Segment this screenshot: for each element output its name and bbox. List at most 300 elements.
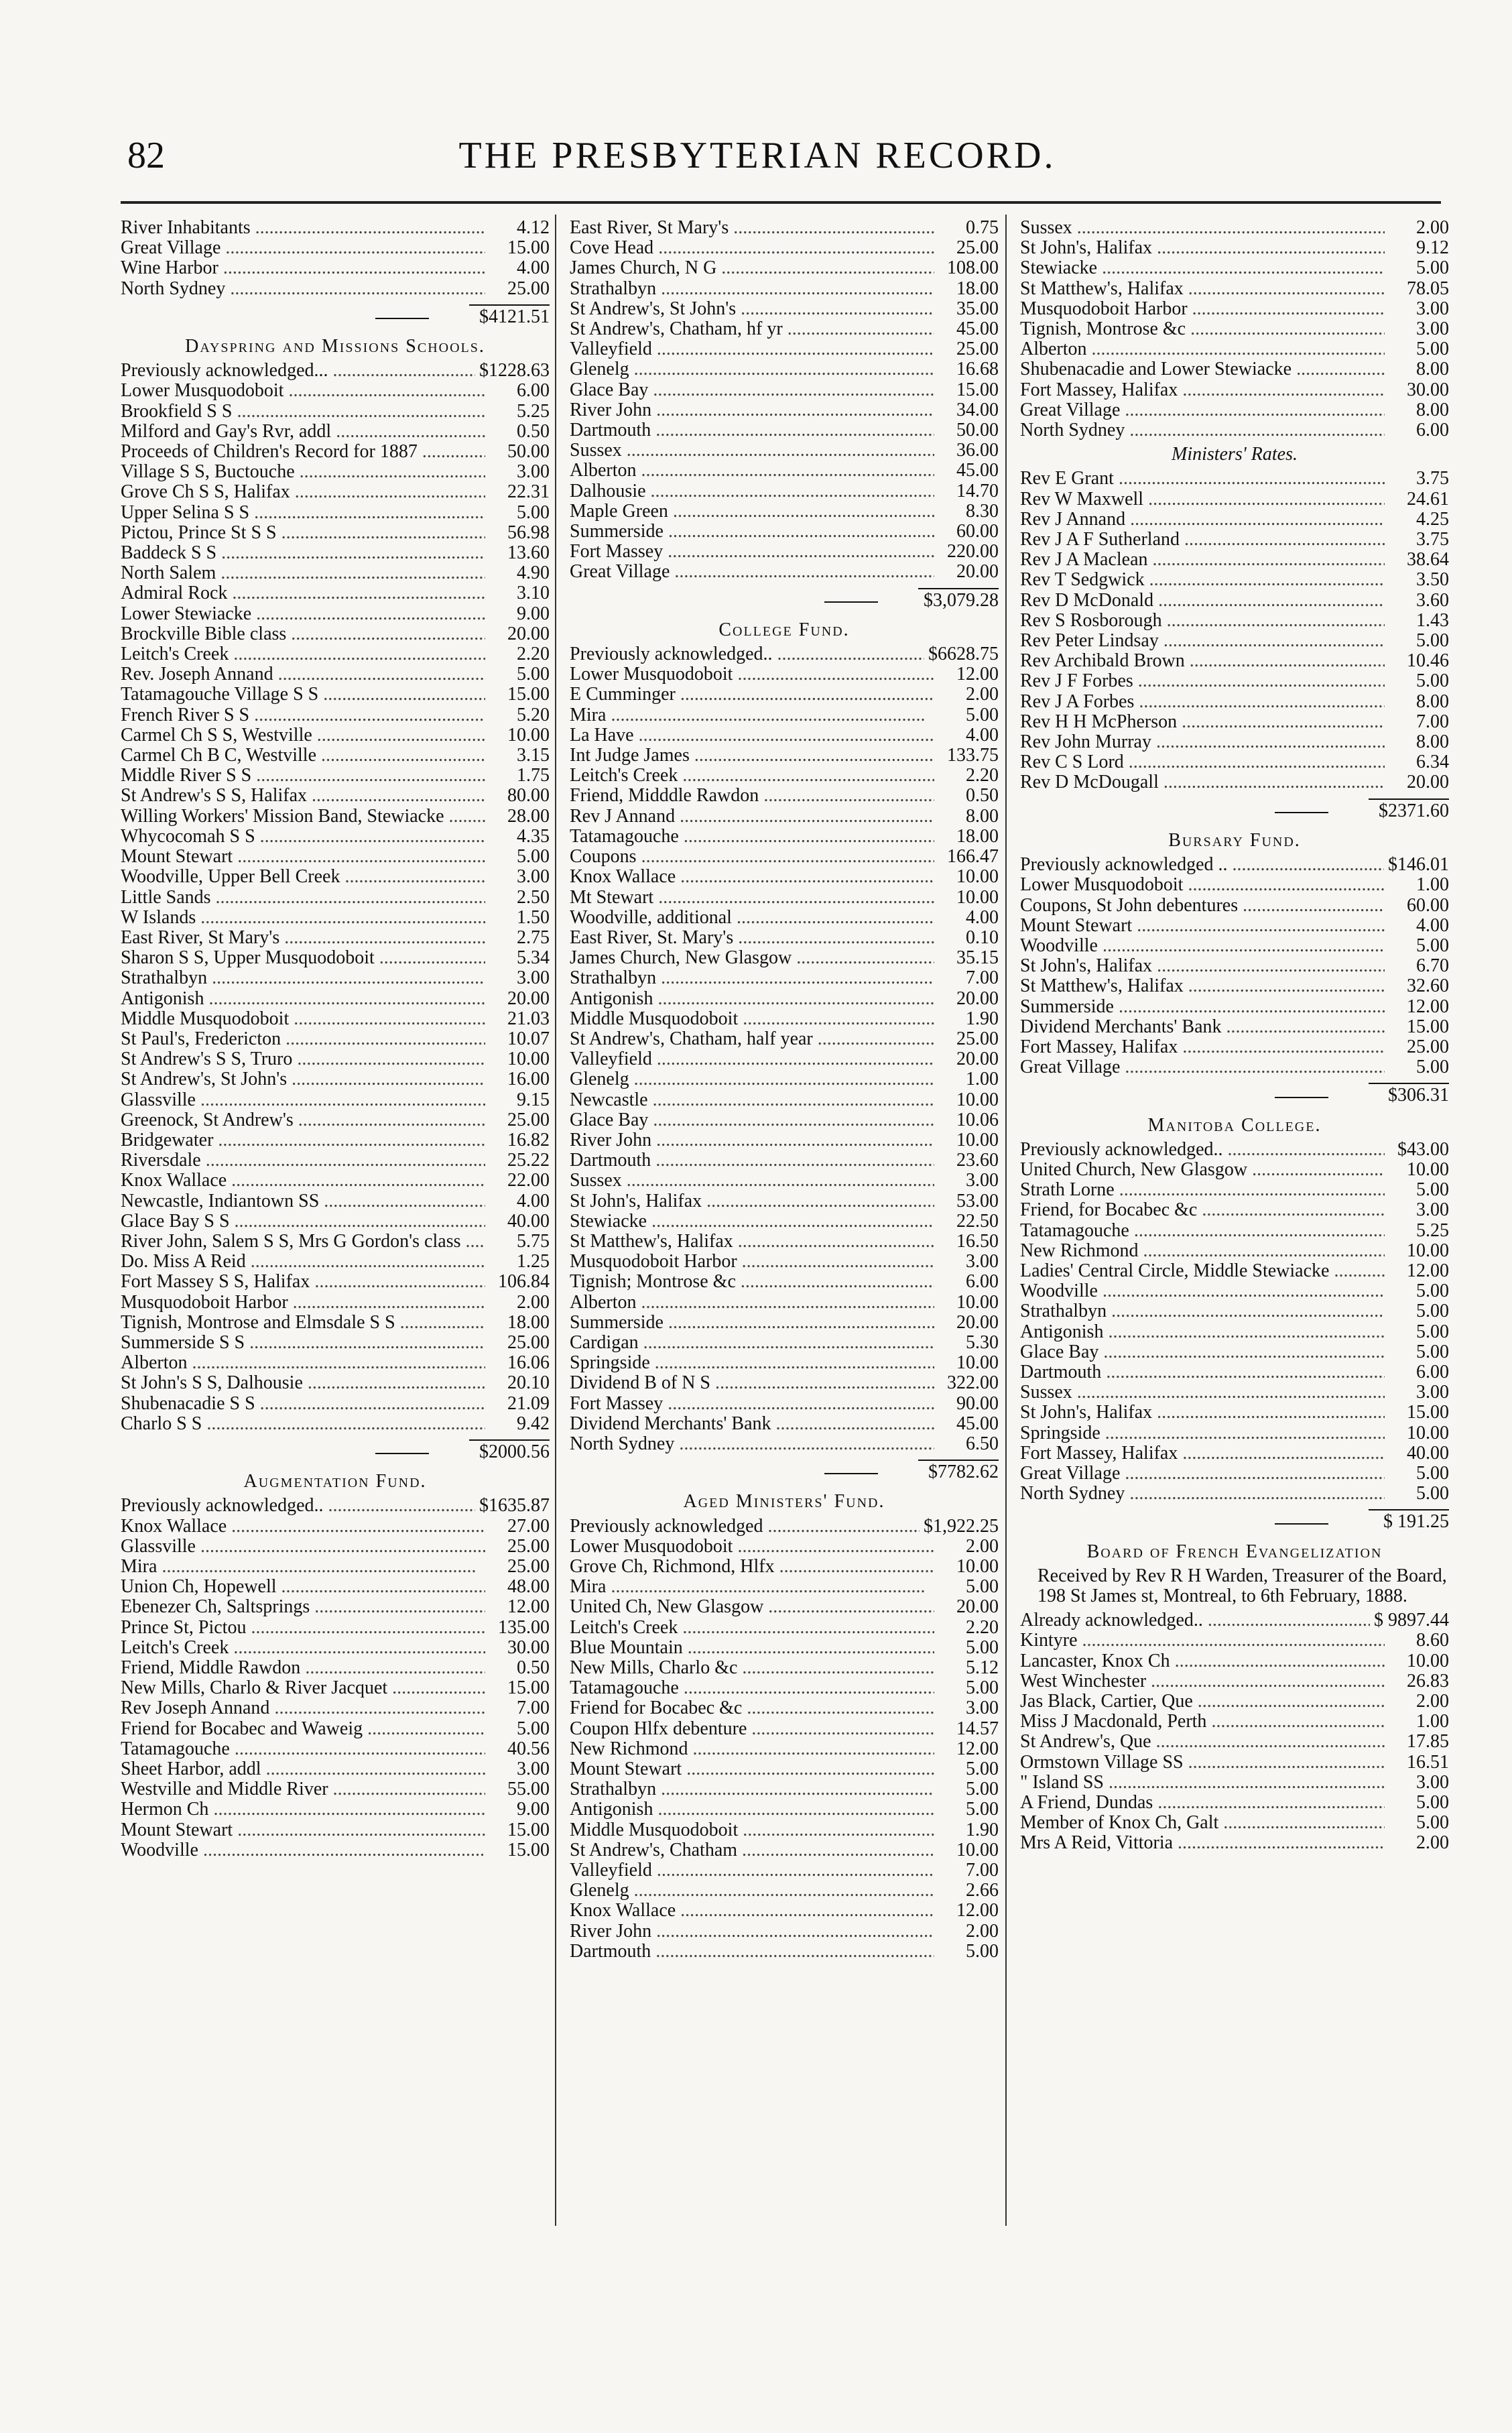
entry-amount: 28.00: [507, 805, 550, 827]
section-note: Received by Rev R H Warden, Treasurer of the Board, 198 St James st, Montreal, to 6th February, 1888.: [1037, 1565, 1447, 1606]
ledger-row: [570, 339, 999, 359]
entry-name: Leitch's Creek .....: [121, 1638, 485, 1658]
ledger-row: [570, 501, 999, 522]
entry-name: Lower Stewiacke .....: [121, 604, 485, 624]
entry-name: Great Village .....: [570, 562, 934, 582]
entry-name: North Sydney .....: [570, 1434, 934, 1454]
entry-amount: 50.00: [956, 420, 999, 441]
entry-name: A Friend, Dundas .....: [1020, 1793, 1385, 1813]
entry-name: Antigonish .....: [1020, 1322, 1385, 1342]
entry-name: Summerside S S .....: [121, 1333, 485, 1353]
entry-amount: 3.50: [1416, 569, 1449, 591]
entry-amount: 1.90: [966, 1008, 999, 1029]
entry-name: St Paul's, Fredericton .....: [121, 1029, 485, 1049]
entry-name: Lower Musquodoboit .....: [570, 1537, 934, 1557]
entry-amount: 20.00: [507, 623, 550, 644]
entry-amount: 15.00: [507, 1839, 550, 1860]
entry-amount: 15.00: [1407, 1016, 1449, 1037]
entry-name: Cove Head .....: [570, 238, 934, 258]
entry-amount: 3.75: [1416, 529, 1449, 550]
ledger-row: [1020, 651, 1449, 671]
ledger-row: [121, 238, 550, 258]
entry-name: Tignish; Montrose &c .....: [570, 1272, 934, 1292]
section-heading: Ministers' Rates.: [1172, 444, 1298, 465]
entry-name: Rev E Grant .....: [1020, 469, 1385, 489]
ledger-row: [121, 1678, 550, 1698]
entry-name: Fort Massey, Halifax .....: [1020, 1443, 1385, 1464]
ledger-row: [1020, 319, 1449, 339]
ledger-row: [1020, 1484, 1449, 1504]
entry-name: St Matthew's, Halifax .....: [1020, 279, 1385, 299]
entry-amount: 5.00: [966, 1799, 999, 1820]
entry-name: Musquodoboit Harbor .....: [570, 1252, 934, 1272]
entry-name: Coupon Hlfx debenture .....: [570, 1719, 934, 1739]
ledger-row: [121, 1496, 550, 1516]
ledger-row: [570, 827, 999, 847]
entry-name: Jas Black, Cartier, Que .....: [1020, 1692, 1385, 1712]
entry-amount: 10.06: [956, 1109, 999, 1130]
entry-name: St Andrew's, Que .....: [1020, 1732, 1385, 1752]
entry-amount: 7.00: [966, 967, 999, 989]
ledger-row: [1020, 1281, 1449, 1301]
ledger-row: [121, 827, 550, 847]
ledger-row: [121, 402, 550, 422]
ledger-row: [1020, 875, 1449, 895]
entry-amount: 25.00: [1407, 1036, 1449, 1057]
ledger-row: [121, 1252, 550, 1272]
ledger-row: [570, 1577, 999, 1597]
ledger-row: [1020, 1423, 1449, 1443]
entry-name: Blue Mountain .....: [570, 1638, 934, 1658]
entry-amount: 15.00: [956, 379, 999, 400]
ledger-row: [570, 522, 999, 542]
entry-amount: 10.00: [956, 1839, 999, 1860]
entry-amount: 10.00: [956, 1352, 999, 1374]
entry-name: Friend, Middle Rawdon .....: [121, 1658, 485, 1678]
ledger-row: [121, 1069, 550, 1089]
entry-name: Knox Wallace .....: [121, 1171, 485, 1191]
entry-name: Glace Bay .....: [1020, 1342, 1385, 1362]
ledger-row: [121, 462, 550, 482]
ledger-row: [570, 1759, 999, 1779]
ledger-row: [1020, 359, 1449, 379]
entry-name: W Islands .....: [121, 908, 485, 928]
ledger-row: [121, 1293, 550, 1313]
entry-name: Carmel Ch S S, Westville .....: [121, 725, 485, 746]
entry-name: Leitch's Creek .....: [570, 1618, 934, 1638]
page-number: 82: [127, 135, 165, 176]
entry-amount: 16.51: [1407, 1751, 1449, 1773]
entry-name: Rev. Joseph Annand .....: [121, 664, 485, 685]
entry-name: St John's, Halifax .....: [570, 1191, 934, 1211]
entry-name: Strath Lorne .....: [1020, 1180, 1385, 1200]
ledger-row: [570, 420, 999, 440]
entry-name: Sussex .....: [1020, 1382, 1385, 1403]
column-divider: [555, 215, 556, 2226]
ledger-row: [1020, 752, 1449, 772]
entry-name: Lower Musquodoboit .....: [121, 381, 485, 401]
entry-name: Valleyfield .....: [570, 339, 934, 359]
entry-amount: 5.00: [1416, 1057, 1449, 1078]
section-heading: Bursary Fund.: [1168, 829, 1301, 851]
ledger-row: [1020, 1813, 1449, 1833]
entry-name: Kintyre .....: [1020, 1630, 1385, 1651]
section-heading: Dayspring and Missions Schools.: [185, 336, 485, 357]
entry-name: Dartmouth .....: [570, 420, 934, 440]
entry-amount: 90.00: [956, 1392, 999, 1414]
ledger-row: [1020, 976, 1449, 996]
ledger-row: [570, 218, 999, 238]
entry-name: Greenock, St Andrew's .....: [121, 1110, 485, 1130]
entry-name: Great Village .....: [121, 238, 485, 258]
ledger-row: [1020, 400, 1449, 420]
entry-amount: 22.50: [956, 1210, 999, 1232]
ledger-row: [570, 1373, 999, 1393]
entry-name: Tatamagouche .....: [570, 1678, 934, 1698]
ledger-row: [570, 1820, 999, 1840]
entry-name: Middle Musquodoboit .....: [570, 1820, 934, 1840]
entry-amount: 2.00: [517, 1291, 550, 1313]
ledger-row: [121, 1537, 550, 1557]
ledger-row: [1020, 420, 1449, 440]
ledger-row: [1020, 469, 1449, 489]
entry-amount: 80.00: [507, 785, 550, 807]
entry-amount: 5.00: [517, 846, 550, 868]
entry-amount: 3.00: [966, 1251, 999, 1272]
ledger-row: [121, 1130, 550, 1150]
entry-amount: 12.00: [1407, 1260, 1449, 1281]
entry-amount: 5.00: [966, 1637, 999, 1658]
entry-amount: 10.00: [507, 724, 550, 746]
entry-name: Antigonish .....: [570, 989, 934, 1009]
entry-name: Alberton .....: [1020, 339, 1385, 359]
ledger-row: [121, 1658, 550, 1678]
ledger-row: [121, 1333, 550, 1353]
entry-name: Tatamagouche Village S S .....: [121, 685, 485, 705]
entry-name: Hermon Ch .....: [121, 1799, 485, 1820]
ledger-row: [570, 1150, 999, 1171]
entry-amount: 4.25: [1416, 508, 1449, 530]
ledger-row: [121, 1414, 550, 1434]
ledger-row: [121, 644, 550, 664]
entry-amount: 2.00: [1416, 1691, 1449, 1712]
entry-name: Fort Massey, Halifax .....: [1020, 380, 1385, 400]
entry-amount: 133.75: [947, 745, 999, 766]
ledger-row: [570, 1130, 999, 1150]
entry-amount: 60.00: [956, 521, 999, 542]
ledger-row: [570, 1110, 999, 1130]
entry-amount: 15.00: [507, 1819, 550, 1840]
entry-amount: $1,922.25: [924, 1515, 999, 1537]
entry-amount: 8.30: [966, 500, 999, 522]
entry-name: Springside .....: [1020, 1423, 1385, 1443]
entry-amount: 5.00: [1416, 1462, 1449, 1484]
entry-amount: 4.12: [517, 217, 550, 238]
entry-name: Middle River S S .....: [121, 766, 485, 786]
entry-name: Shubenacadie S S .....: [121, 1394, 485, 1414]
entry-amount: 45.00: [956, 1413, 999, 1434]
column-divider: [1005, 215, 1007, 2226]
entry-amount: 6.00: [1416, 1361, 1449, 1382]
ledger-row: [121, 1698, 550, 1718]
entry-amount: $43.00: [1397, 1138, 1449, 1160]
ledger-row: [570, 1171, 999, 1191]
entry-amount: 2.00: [966, 1920, 999, 1942]
subtotal: $2371.60: [1020, 798, 1449, 821]
entry-amount: 5.20: [517, 704, 550, 725]
entry-name: Baddeck S S .....: [121, 543, 485, 563]
ledger-row: [570, 1090, 999, 1110]
ledger-row: [121, 1394, 550, 1414]
ledger-row: [570, 746, 999, 766]
entry-amount: 10.00: [956, 1089, 999, 1110]
ledger-row: [121, 867, 550, 887]
entry-name: Carmel Ch B C, Westville .....: [121, 746, 485, 766]
ledger-row: [1020, 1160, 1449, 1180]
ledger-row: [570, 1394, 999, 1414]
entry-name: Brookfield S S .....: [121, 402, 485, 422]
entry-name: Mira .....: [570, 1577, 934, 1597]
entry-name: Newcastle .....: [570, 1090, 934, 1110]
entry-amount: 20.00: [956, 1596, 999, 1618]
entry-amount: 14.70: [956, 480, 999, 501]
entry-amount: 40.00: [507, 1210, 550, 1232]
column-2: [570, 218, 999, 1962]
entry-name: Shubenacadie and Lower Stewiacke .....: [1020, 359, 1385, 379]
entry-name: St John's S S, Dalhousie .....: [121, 1373, 485, 1393]
entry-name: St John's, Halifax .....: [1020, 956, 1385, 976]
entry-name: Mira .....: [570, 705, 934, 725]
entry-name: St Andrew's, Chatham .....: [570, 1840, 934, 1860]
entry-amount: 2.66: [966, 1880, 999, 1901]
ledger-row: [570, 847, 999, 867]
ledger-row: [121, 1049, 550, 1069]
journal-title: THE PRESBYTERIAN RECORD.: [458, 135, 1056, 176]
ledger-row: [1020, 916, 1449, 936]
ledger-row: [1020, 671, 1449, 691]
subtotal: $3,079.28: [570, 588, 999, 611]
ledger-row: [121, 1029, 550, 1049]
ledger-row: [570, 1618, 999, 1638]
entry-name: River John, Salem S S, Mrs G Gordon's class .....: [121, 1232, 485, 1252]
ledger-row: [570, 867, 999, 887]
section-heading: Augmentation Fund.: [243, 1471, 427, 1492]
entry-name: Cardigan .....: [570, 1333, 934, 1353]
entry-name: Summerside .....: [1020, 997, 1385, 1017]
entry-name: Woodville .....: [1020, 936, 1385, 956]
ledger-row: [570, 1799, 999, 1820]
entry-amount: 3.00: [1416, 1382, 1449, 1403]
entry-name: Glenelg .....: [570, 359, 934, 379]
entry-name: St John's, Halifax .....: [1020, 238, 1385, 258]
entry-name: St John's, Halifax .....: [1020, 1403, 1385, 1423]
entry-amount: 10.46: [1407, 650, 1449, 672]
entry-name: Dividend Merchants' Bank .....: [1020, 1017, 1385, 1037]
entry-name: Village S S, Buctouche .....: [121, 462, 485, 482]
entry-amount: 5.12: [966, 1657, 999, 1679]
entry-name: Sussex .....: [1020, 218, 1385, 238]
ledger-row: [1020, 1793, 1449, 1813]
entry-amount: 50.00: [507, 441, 550, 463]
entry-name: Fort Massey .....: [570, 542, 934, 562]
entry-name: Valleyfield .....: [570, 1860, 934, 1881]
subtotal: $7782.62: [570, 1460, 999, 1482]
ledger-row: [121, 1232, 550, 1252]
ledger-row: [570, 1638, 999, 1658]
entry-amount: 5.00: [1416, 1483, 1449, 1504]
entry-name: Tatamagouche .....: [570, 827, 934, 847]
entry-name: Ormstown Village SS .....: [1020, 1753, 1385, 1773]
entry-name: Glenelg .....: [570, 1069, 934, 1089]
entry-amount: 3.00: [966, 1698, 999, 1719]
entry-name: North Sydney .....: [1020, 1484, 1385, 1504]
entry-name: Middle Musquodoboit .....: [121, 1009, 485, 1029]
entry-amount: 4.35: [517, 825, 550, 847]
entry-name: Knox Wallace .....: [570, 1901, 934, 1921]
ledger-row: [121, 218, 550, 238]
ledger-row: [121, 664, 550, 685]
entry-amount: 38.64: [1407, 549, 1449, 571]
entry-amount: 56.98: [507, 522, 550, 543]
entry-amount: 5.75: [517, 1230, 550, 1252]
ledger-row: [570, 1658, 999, 1678]
entry-amount: 27.00: [507, 1515, 550, 1537]
subtotal: $ 191.25: [1020, 1509, 1449, 1532]
ledger-row: [121, 1840, 550, 1860]
entry-name: Rev J A Forbes .....: [1020, 692, 1385, 712]
ledger-row: [570, 481, 999, 501]
ledger-row: [570, 1252, 999, 1272]
entry-name: Rev H H McPherson .....: [1020, 712, 1385, 732]
entry-amount: 35.00: [956, 298, 999, 319]
ledger-row: [570, 1414, 999, 1434]
entry-name: River John .....: [570, 1921, 934, 1942]
entry-name: Springside .....: [570, 1353, 934, 1373]
entry-name: Fort Massey .....: [570, 1394, 934, 1414]
entry-name: Ladies' Central Circle, Middle Stewiacke .....: [1020, 1261, 1385, 1281]
entry-name: Friend, for Bocabec &c .....: [1020, 1200, 1385, 1220]
entry-name: Tignish, Montrose &c .....: [1020, 319, 1385, 339]
entry-name: Milford and Gay's Rvr, addl .....: [121, 422, 485, 442]
ledger-row: [121, 1171, 550, 1191]
ledger-row: [121, 361, 550, 381]
entry-amount: 10.00: [956, 1291, 999, 1313]
entry-amount: 5.00: [966, 1677, 999, 1699]
ledger-row: [121, 503, 550, 523]
entry-name: Valleyfield .....: [570, 1049, 934, 1069]
ledger-row: [1020, 1651, 1449, 1671]
entry-amount: 22.00: [507, 1170, 550, 1191]
entry-name: Wine Harbor .....: [121, 258, 485, 278]
entry-amount: 5.00: [1416, 1792, 1449, 1814]
ledger-row: [570, 1881, 999, 1901]
ledger-row: [121, 381, 550, 401]
entry-amount: 10.00: [956, 1129, 999, 1150]
entry-name: Do. Miss A Reid .....: [121, 1252, 485, 1272]
entry-amount: 3.60: [1416, 589, 1449, 611]
ledger-row: [1020, 1732, 1449, 1752]
entry-amount: 4.90: [517, 562, 550, 584]
entry-amount: 106.84: [498, 1271, 550, 1293]
entry-name: East River, St Mary's .....: [121, 928, 485, 948]
ledger-row: [121, 705, 550, 725]
ledger-row: [121, 279, 550, 299]
ledger-row: [570, 1353, 999, 1373]
ledger-row: [570, 948, 999, 968]
entry-amount: 10.00: [1407, 1240, 1449, 1261]
entry-name: French River S S .....: [121, 705, 485, 725]
ledger-row: [121, 543, 550, 563]
ledger-row: [121, 786, 550, 806]
ledger-row: [570, 928, 999, 948]
ledger-row: [570, 562, 999, 582]
ledger-row: [121, 624, 550, 644]
ledger-row: [570, 1537, 999, 1557]
entry-name: New Richmond .....: [1020, 1241, 1385, 1261]
entry-name: Dalhousie .....: [570, 481, 934, 501]
ledger-row: [1020, 489, 1449, 510]
page-header: [121, 127, 1394, 188]
ledger-row: [1020, 1241, 1449, 1261]
ledger-row: [121, 1618, 550, 1638]
ledger-row: [570, 440, 999, 461]
ledger-row: [121, 948, 550, 968]
entry-amount: 18.00: [956, 278, 999, 299]
ledger-row: [121, 1759, 550, 1779]
entry-amount: 108.00: [947, 257, 999, 279]
entry-name: New Mills, Charlo & River Jacquet .....: [121, 1678, 485, 1698]
ledger-row: [570, 1840, 999, 1860]
entry-name: Lower Musquodoboit .....: [1020, 875, 1385, 895]
ledger-row: [1020, 1180, 1449, 1200]
ledger-row: [1020, 1362, 1449, 1382]
ledger-row: [121, 989, 550, 1009]
entry-name: Dartmouth .....: [1020, 1362, 1385, 1382]
entry-amount: 12.00: [956, 1738, 999, 1759]
entry-amount: 20.00: [956, 561, 999, 583]
ledger-row: [570, 400, 999, 420]
ledger-row: [1020, 1322, 1449, 1342]
ledger-row: [570, 1272, 999, 1292]
ledger-row: [1020, 1692, 1449, 1712]
entry-name: Rev J Annand .....: [1020, 510, 1385, 530]
entry-name: Sussex .....: [570, 440, 934, 461]
ledger-row: [1020, 1200, 1449, 1220]
entry-name: Previously acknowledged .....: [570, 1517, 920, 1537]
entry-amount: 9.00: [517, 1799, 550, 1820]
entry-name: St Andrew's S S, Halifax .....: [121, 786, 485, 806]
ledger-row: [570, 1293, 999, 1313]
ledger-row: [1020, 279, 1449, 299]
ledger-row: [121, 1150, 550, 1171]
entry-name: Grove Ch, Richmond, Hlfx .....: [570, 1557, 934, 1577]
entry-amount: 5.00: [966, 704, 999, 725]
ledger-row: [1020, 1261, 1449, 1281]
ledger-row: [570, 238, 999, 258]
entry-name: River John .....: [570, 1130, 934, 1150]
entry-name: Ebenezer Ch, Saltsprings .....: [121, 1597, 485, 1617]
entry-name: Fort Massey S S, Halifax .....: [121, 1272, 485, 1292]
entry-name: Maple Green .....: [570, 501, 934, 522]
entry-name: St Andrew's S S, Truro .....: [121, 1049, 485, 1069]
entry-name: Middle Musquodoboit .....: [570, 1009, 934, 1029]
ledger-row: [570, 1719, 999, 1739]
entry-amount: 1.75: [517, 765, 550, 786]
entry-amount: 2.20: [966, 765, 999, 786]
entry-amount: 6.34: [1416, 752, 1449, 773]
entry-amount: 15.00: [507, 237, 550, 259]
entry-name: Grove Ch S S, Halifax .....: [121, 482, 485, 502]
